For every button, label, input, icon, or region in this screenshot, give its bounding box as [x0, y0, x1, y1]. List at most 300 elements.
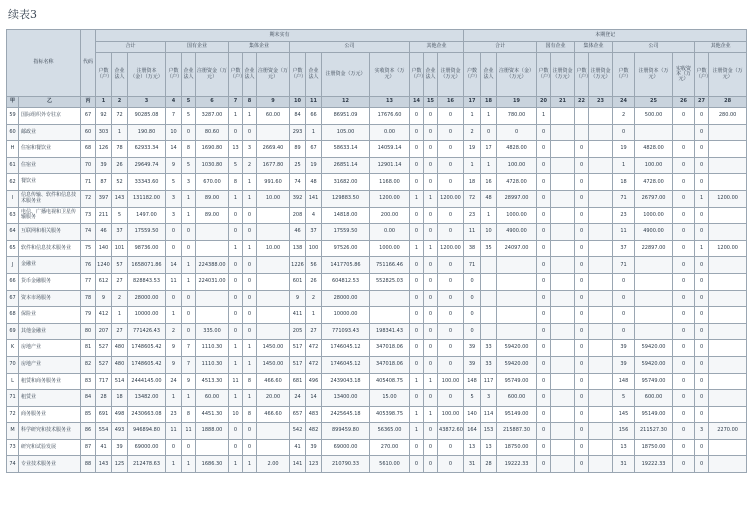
cell-value	[589, 224, 613, 241]
cell-value: 496	[306, 373, 322, 390]
cell-value: 18750.00	[497, 439, 537, 456]
cell-value	[589, 141, 613, 158]
cell-value	[370, 307, 410, 324]
cell-value	[575, 124, 589, 141]
cell-value: 1686.30	[196, 456, 229, 473]
cell-value: 0	[410, 108, 424, 125]
row-number: 59	[7, 108, 19, 125]
cell-value: 1200.00	[709, 240, 747, 257]
row-number: M	[7, 423, 19, 440]
cell-value: 200.00	[370, 207, 410, 224]
cell-value	[709, 406, 747, 423]
cell-value: 37	[112, 224, 128, 241]
cell-value: 0	[410, 273, 424, 290]
cell-value: 600.00	[635, 390, 673, 407]
row-name: 房地产业	[19, 356, 81, 373]
cell-value: 0	[575, 439, 589, 456]
cell-value: 13400.00	[322, 390, 370, 407]
cell-value: 0	[424, 323, 438, 340]
cell-value: 612	[96, 273, 112, 290]
cell-value: 0	[410, 174, 424, 191]
leaf-header: 户数（户）	[464, 53, 481, 97]
cell-value: 39	[96, 157, 112, 174]
cell-value: 86951.09	[322, 108, 370, 125]
table-row	[7, 373, 747, 390]
leaf-header: 注册资金（万元）	[322, 53, 370, 97]
cell-value: 95149.00	[497, 406, 537, 423]
column-index: 9	[257, 97, 290, 108]
table-row	[7, 323, 747, 340]
cell-value: 335.00	[196, 323, 229, 340]
row-name: 房地产业	[19, 340, 81, 357]
cell-value: 15.00	[370, 390, 410, 407]
cell-value: 56	[306, 257, 322, 274]
leaf-header: 企业法人	[424, 53, 438, 97]
cell-value: 13	[229, 141, 243, 158]
cell-value: 1	[410, 240, 424, 257]
cell-value: 0	[537, 390, 551, 407]
cell-value: 0	[410, 141, 424, 158]
cell-value: 466.60	[257, 373, 290, 390]
cell-value	[709, 439, 747, 456]
row-number: 68	[7, 307, 19, 324]
row-name: 租赁业	[19, 390, 81, 407]
cell-value: 39	[613, 340, 635, 357]
cell-value: 0	[575, 406, 589, 423]
row-name: 专业技术服务业	[19, 456, 81, 473]
sub-header: 合计	[96, 42, 166, 53]
cell-value: 0	[424, 390, 438, 407]
cell-value: 0	[537, 290, 551, 307]
cell-value: 0	[695, 439, 709, 456]
cell-value: 0	[673, 157, 695, 174]
cell-value: 412	[96, 307, 112, 324]
row-number: 70	[7, 356, 19, 373]
cell-value: 0	[537, 456, 551, 473]
cell-value: 0	[497, 124, 537, 141]
cell-value	[257, 290, 290, 307]
cell-value: 0	[673, 456, 695, 473]
cell-value: 0	[613, 290, 635, 307]
cell-value	[551, 290, 575, 307]
cell-value: 0	[182, 323, 196, 340]
cell-value: 101	[112, 240, 128, 257]
cell-value	[257, 307, 290, 324]
cell-value: 1	[306, 307, 322, 324]
cell-value: 1	[243, 340, 257, 357]
cell-value: 67	[306, 141, 322, 158]
cell-value: 0	[424, 207, 438, 224]
cell-value: 29649.74	[128, 157, 166, 174]
column-index: 19	[497, 97, 537, 108]
cell-value: 11	[613, 224, 635, 241]
cell-value: 1	[410, 373, 424, 390]
cell-value: 0	[673, 240, 695, 257]
cell-value	[497, 290, 537, 307]
cell-value: 11	[166, 273, 182, 290]
leaf-header: 户数（户）	[537, 53, 551, 97]
cell-value: 0	[695, 290, 709, 307]
row-name: 邮政业	[19, 124, 81, 141]
column-index: 18	[481, 97, 497, 108]
sub-header: 集体企业	[229, 42, 290, 53]
cell-value: 0	[243, 257, 257, 274]
cell-value: 14059.14	[370, 141, 410, 158]
cell-value: 1	[695, 240, 709, 257]
column-index: 14	[410, 97, 424, 108]
cell-value: 1000.00	[635, 207, 673, 224]
cell-value: 4513.30	[196, 373, 229, 390]
cell-value	[551, 124, 575, 141]
cell-value: 0	[438, 124, 464, 141]
cell-value: 0	[410, 356, 424, 373]
cell-value: 0	[229, 124, 243, 141]
indicator-header: 指标名称	[7, 30, 81, 97]
cell-value: 0	[438, 207, 464, 224]
leaf-header: 实收资本（万元）	[370, 53, 410, 97]
cell-value: 0	[575, 207, 589, 224]
cell-value: 28	[96, 390, 112, 407]
cell-value: 69000.00	[322, 439, 370, 456]
cell-value: 0	[537, 406, 551, 423]
cell-value: 1	[229, 356, 243, 373]
cell-value: 84	[290, 108, 306, 125]
cell-value: 5610.00	[370, 456, 410, 473]
cell-value: 140	[96, 240, 112, 257]
leaf-header: 户数（户）	[575, 53, 589, 97]
cell-value: 46	[96, 224, 112, 241]
column-index: 12	[322, 97, 370, 108]
cell-value: 17559.50	[128, 224, 166, 241]
cell-value: 0	[673, 190, 695, 207]
row-code: 75	[81, 240, 96, 257]
cell-value: 1417705.86	[322, 257, 370, 274]
cell-value	[589, 423, 613, 440]
cell-value: 0	[537, 240, 551, 257]
cell-value: 0	[182, 290, 196, 307]
cell-value: 1	[243, 356, 257, 373]
cell-value: 1	[112, 124, 128, 141]
leaf-header: 户数（户）	[613, 53, 635, 97]
cell-value: 0	[537, 356, 551, 373]
leaf-header: 户数（户）	[166, 53, 182, 97]
cell-value: 1658071.86	[128, 257, 166, 274]
cell-value: 517	[290, 340, 306, 357]
cell-value: 1	[481, 157, 497, 174]
leaf-header: 注册资本（万元）	[635, 53, 673, 97]
row-name: 商务服务业	[19, 406, 81, 423]
cell-value: 8	[243, 373, 257, 390]
cell-value: 26	[112, 157, 128, 174]
cell-value: 0	[229, 273, 243, 290]
cell-value: 0	[424, 423, 438, 440]
cell-value: 0	[695, 273, 709, 290]
cell-value: 33	[481, 356, 497, 373]
cell-value: 411	[290, 307, 306, 324]
cell-value: 1	[229, 190, 243, 207]
cell-value: 0	[182, 307, 196, 324]
cell-value: 62933.34	[128, 141, 166, 158]
cell-value: 0	[464, 323, 481, 340]
cell-value: 0	[229, 207, 243, 224]
cell-value: 0	[410, 257, 424, 274]
row-number: 71	[7, 390, 19, 407]
cell-value: 211527.30	[635, 423, 673, 440]
cell-value: 1	[243, 174, 257, 191]
cell-value: 0	[673, 373, 695, 390]
cell-value: 1	[182, 207, 196, 224]
cell-value: 0	[424, 224, 438, 241]
cell-value	[709, 224, 747, 241]
cell-value: 90285.08	[128, 108, 166, 125]
cell-value	[551, 406, 575, 423]
cell-value: 14	[166, 257, 182, 274]
column-index: 28	[709, 97, 747, 108]
leaf-header: 户数（户）	[96, 53, 112, 97]
cell-value: 23	[613, 207, 635, 224]
cell-value: 0	[673, 340, 695, 357]
cell-value: 517	[290, 356, 306, 373]
cell-value: 19	[613, 141, 635, 158]
cell-value: 2439043.18	[322, 373, 370, 390]
cell-value: 9	[182, 373, 196, 390]
cell-value	[257, 207, 290, 224]
row-name: 国际组织外专驻京	[19, 108, 81, 125]
column-index: 1	[96, 97, 112, 108]
table-row	[7, 190, 747, 207]
cell-value: 28000.00	[322, 290, 370, 307]
cell-value	[551, 273, 575, 290]
cell-value: 0	[695, 207, 709, 224]
cell-value	[196, 224, 229, 241]
row-name: 金融业	[19, 257, 81, 274]
cell-value: 5	[229, 157, 243, 174]
cell-value: 0	[464, 273, 481, 290]
cell-value: 0	[229, 224, 243, 241]
cell-value: 899459.80	[322, 423, 370, 440]
cell-value: 17676.60	[370, 108, 410, 125]
cell-value: 100.00	[497, 157, 537, 174]
cell-value: 1	[182, 456, 196, 473]
cell-value: 0	[695, 390, 709, 407]
cell-value	[709, 323, 747, 340]
cell-value	[589, 373, 613, 390]
cell-value: 303	[96, 124, 112, 141]
table-row	[7, 340, 747, 357]
table-row	[7, 456, 747, 473]
cell-value: 405408.75	[370, 373, 410, 390]
cell-value: 0	[613, 273, 635, 290]
cell-value: 2	[243, 157, 257, 174]
column-index: 27	[695, 97, 709, 108]
cell-value: 280.00	[709, 108, 747, 125]
cell-value	[709, 356, 747, 373]
table-title: 续表3	[8, 8, 37, 21]
cell-value: 71	[613, 190, 635, 207]
cell-value	[589, 323, 613, 340]
cell-value	[709, 157, 747, 174]
cell-value: 0	[575, 224, 589, 241]
row-number: H	[7, 141, 19, 158]
cell-value	[481, 257, 497, 274]
column-index: 11	[306, 97, 322, 108]
cell-value: 0	[695, 456, 709, 473]
column-index: 23	[589, 97, 613, 108]
row-code: 82	[81, 356, 96, 373]
cell-value: 4728.00	[635, 174, 673, 191]
cell-value: 527	[96, 356, 112, 373]
cell-value: 9	[96, 290, 112, 307]
cell-value: 0	[182, 224, 196, 241]
cell-value: 3	[166, 190, 182, 207]
column-index: 6	[196, 97, 229, 108]
row-code: 60	[81, 124, 96, 141]
cell-value: 0.00	[370, 224, 410, 241]
cell-value	[635, 290, 673, 307]
cell-value: 5	[112, 207, 128, 224]
column-index: 甲	[7, 97, 19, 108]
row-code: 81	[81, 340, 96, 357]
cell-value: 681	[290, 373, 306, 390]
cell-value: 10000.00	[322, 307, 370, 324]
cell-value: 0	[438, 456, 464, 473]
cell-value: 4900.00	[635, 224, 673, 241]
cell-value: 0	[424, 124, 438, 141]
cell-value: 190.80	[128, 124, 166, 141]
cell-value: 2.00	[257, 456, 290, 473]
cell-value: 0	[464, 290, 481, 307]
cell-value: 125	[112, 456, 128, 473]
cell-value	[635, 273, 673, 290]
cell-value: 28	[481, 456, 497, 473]
cell-value: 1748605.42	[128, 356, 166, 373]
cell-value: 0	[424, 257, 438, 274]
cell-value: 35	[481, 240, 497, 257]
leaf-header: 户数（户）	[290, 53, 306, 97]
cell-value: 100	[306, 240, 322, 257]
cell-value: 1200.00	[438, 240, 464, 257]
cell-value: 19222.33	[635, 456, 673, 473]
cell-value: 26851.14	[322, 157, 370, 174]
leaf-header: 企业法人	[243, 53, 257, 97]
cell-value: 52	[112, 174, 128, 191]
cell-value: 0	[229, 423, 243, 440]
cell-value: 1	[182, 257, 196, 274]
cell-value: 0	[229, 439, 243, 456]
cell-value: 80.60	[196, 124, 229, 141]
row-number: 66	[7, 273, 19, 290]
cell-value: 1200.00	[370, 190, 410, 207]
cell-value: 0	[575, 373, 589, 390]
cell-value	[551, 340, 575, 357]
leaf-header: 注册资金（万元）	[196, 53, 229, 97]
cell-value: 89	[290, 141, 306, 158]
cell-value: 18	[112, 390, 128, 407]
cell-value	[481, 323, 497, 340]
column-index: 10	[290, 97, 306, 108]
cell-value: 11	[166, 423, 182, 440]
cell-value: 208	[290, 207, 306, 224]
cell-value: 0	[695, 340, 709, 357]
cell-value: 13	[613, 439, 635, 456]
cell-value: 1240	[96, 257, 112, 274]
cell-value	[635, 124, 673, 141]
row-code: 74	[81, 224, 96, 241]
cell-value: 780.00	[497, 108, 537, 125]
cell-value: 1690.80	[196, 141, 229, 158]
cell-value: 347018.06	[370, 340, 410, 357]
cell-value: 13482.00	[128, 390, 166, 407]
row-number: 74	[7, 456, 19, 473]
cell-value: 212478.63	[128, 456, 166, 473]
row-number: K	[7, 340, 19, 357]
cell-value: 691	[96, 406, 112, 423]
column-index: 丙	[81, 97, 96, 108]
cell-value: 25	[290, 157, 306, 174]
column-index: 25	[635, 97, 673, 108]
statistics-table	[6, 29, 747, 473]
cell-value: 0	[410, 207, 424, 224]
cell-value: 8	[182, 406, 196, 423]
cell-value: 0	[438, 257, 464, 274]
cell-value	[257, 423, 290, 440]
cell-value: 0	[575, 141, 589, 158]
cell-value: 60.00	[196, 390, 229, 407]
cell-value: 552825.03	[370, 273, 410, 290]
cell-value: 1226	[290, 257, 306, 274]
cell-value: 23	[166, 406, 182, 423]
cell-value: 0	[537, 373, 551, 390]
cell-value	[589, 406, 613, 423]
cell-value: 56365.00	[370, 423, 410, 440]
cell-value: 0	[438, 323, 464, 340]
cell-value: 0	[424, 273, 438, 290]
cell-value: 2	[613, 108, 635, 125]
cell-value: 0	[575, 307, 589, 324]
cell-value: 0	[424, 141, 438, 158]
cell-value: 0	[695, 157, 709, 174]
cell-value: 0	[673, 356, 695, 373]
cell-value: 670.00	[196, 174, 229, 191]
cell-value: 10	[229, 406, 243, 423]
table-row	[7, 257, 747, 274]
cell-value: 600.00	[497, 390, 537, 407]
cell-value	[709, 373, 747, 390]
cell-value: 13	[464, 439, 481, 456]
cell-value: 19	[306, 157, 322, 174]
leaf-header: 企业法人	[112, 53, 128, 97]
cell-value: 28000.00	[128, 290, 166, 307]
cell-value	[709, 273, 747, 290]
cell-value: 10	[481, 224, 497, 241]
cell-value: 1030.80	[196, 157, 229, 174]
cell-value: 1	[166, 390, 182, 407]
cell-value: 0	[438, 273, 464, 290]
cell-value	[551, 307, 575, 324]
cell-value: 2425645.18	[322, 406, 370, 423]
cell-value: 0	[243, 423, 257, 440]
cell-value: 657	[290, 406, 306, 423]
cell-value: 0	[673, 390, 695, 407]
cell-value: 604812.53	[322, 273, 370, 290]
cell-value: 27	[112, 323, 128, 340]
cell-value	[635, 323, 673, 340]
cell-value: 0	[438, 439, 464, 456]
cell-value	[370, 290, 410, 307]
cell-value: 0	[673, 323, 695, 340]
cell-value: 2	[166, 323, 182, 340]
cell-value: 131182.00	[128, 190, 166, 207]
